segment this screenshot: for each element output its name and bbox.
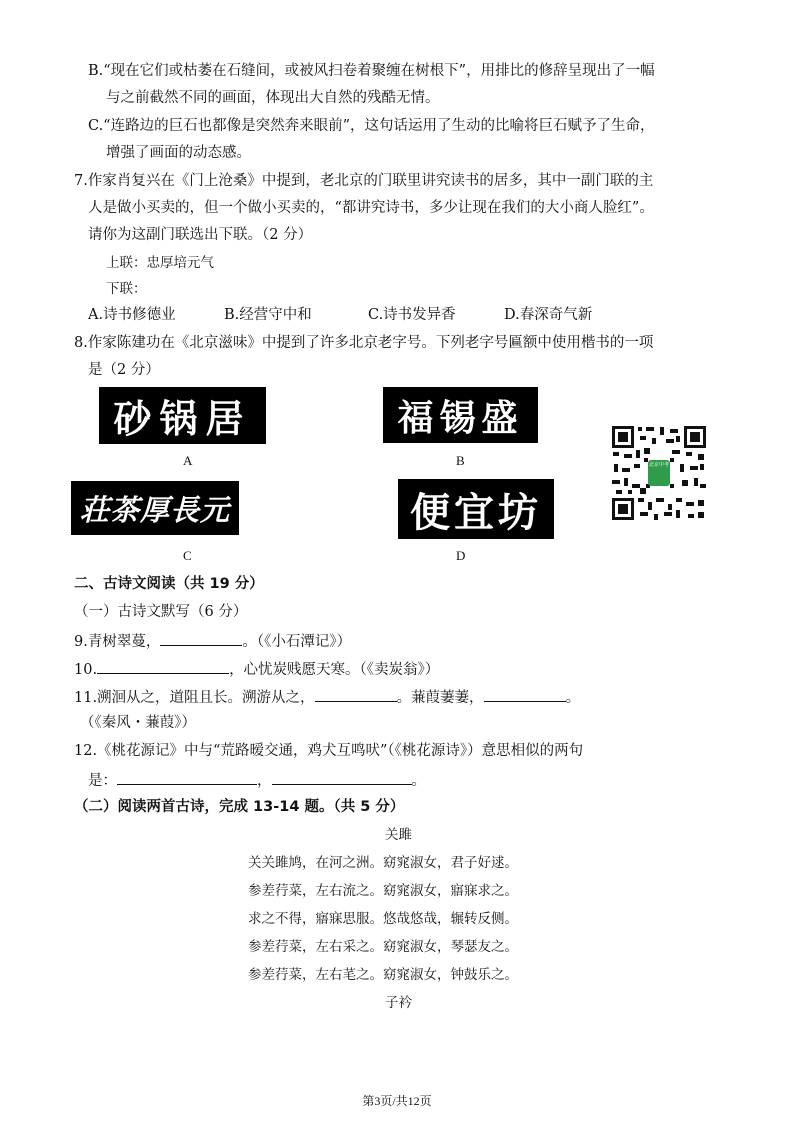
q6-option-b-line1: B.“现在它们或枯萎在石缝间，或被风扫卷着聚缠在树根下”，用排比的修辞呈现出了一幅	[88, 63, 655, 79]
poem1-line5: 参差荇菜，左右芼之。窈窕淑女，钟鼓乐之。	[248, 967, 518, 983]
q12-post: 。	[411, 773, 426, 789]
q12-blank2[interactable]	[272, 769, 412, 785]
q11-mid: 。蒹葭萋萋，	[396, 690, 484, 706]
q11	[74, 686, 580, 708]
plaque-d-label: D	[456, 548, 466, 563]
section2-sub1: （一）古诗文默写（6 分）	[74, 604, 248, 620]
poem1-line3: 求之不得，寤寐思服。悠哉悠哉，辗转反侧。	[248, 911, 518, 927]
q8-stem-line2: 是（2 分）	[88, 362, 160, 378]
plaque-d-image: 便宜坊	[398, 479, 554, 539]
q10-blank[interactable]	[97, 658, 229, 674]
q11-pre: 11.溯洄从之，道阻且长。溯游从之，	[74, 690, 315, 706]
q6-option-c-line1: C.“连路边的巨石也都像是突然奔来眼前”，这句话运用了生动的比喻将巨石赋予了生命，	[88, 118, 655, 134]
q12-blank1[interactable]	[117, 769, 257, 785]
qr-code-image	[610, 424, 708, 522]
q7-option-c: C.诗书发异香	[368, 307, 456, 323]
q12-line1: 12.《桃花源记》中与“荒路暧交通，鸡犬互鸣吠”（《桃花源诗》）意思相似的两句	[74, 743, 584, 759]
q11-post: 。	[565, 690, 581, 706]
q9	[74, 630, 351, 652]
q7-stem-line2: 人是做小买卖的，但一个做小买卖的，“都讲究诗书，多少让现在我们的大小商人脸红”。	[88, 200, 654, 216]
section2-sub2: （二）阅读两首古诗，完成 13-14 题。（共 5 分）	[74, 799, 405, 815]
q12-pre: 是：	[88, 773, 117, 789]
plaque-b-image: 福锡盛	[383, 387, 538, 443]
plaque-b-label: B	[456, 453, 465, 468]
poem1-line4: 参差荇菜，左右采之。窈窕淑女，琴瑟友之。	[248, 939, 518, 955]
q7-option-a: A.诗书修德业	[88, 307, 176, 323]
q9-post: 。（《小石潭记》）	[242, 634, 352, 650]
q9-blank[interactable]	[160, 630, 242, 646]
q8-stem-line1: 8.作家陈建功在《北京滋味》中提到了许多北京老字号。下列老字号匾额中使用楷书的一项	[74, 335, 654, 351]
q7-stem-line3: 请你为这副门联选出下联。（2 分）	[88, 227, 313, 243]
plaque-c-image: 荘茶厚長元	[71, 481, 239, 535]
q7-option-d: D.春深奇气新	[504, 307, 593, 323]
q9-pre: 9.青树翠蔓，	[74, 634, 161, 650]
q11-blank1[interactable]	[315, 686, 397, 702]
qr-badge-label: 北京中考	[648, 462, 669, 468]
q11-blank2[interactable]	[484, 686, 566, 702]
plaque-a-image: 砂锅居	[99, 387, 266, 444]
q6-option-b-line2: 与之前截然不同的画面，体现出大自然的残酷无情。	[106, 90, 440, 106]
q11-source: （《秦风・蒹葭》）	[80, 715, 196, 731]
poem1-title: 关雎	[385, 827, 412, 843]
q7-stem-line1: 7.作家肖复兴在《门上沧桑》中提到，老北京的门联里讲究读书的居多，其中一副门联的主	[74, 173, 654, 189]
poem1-line2: 参差荇菜，左右流之。窈窕淑女，寤寐求之。	[248, 883, 518, 899]
q7-upper-couplet: 上联：忠厚培元气	[106, 255, 214, 271]
q6-option-c-line2: 增强了画面的动态感。	[106, 145, 251, 161]
q10-pre: 10.	[74, 662, 98, 678]
q12-line2	[88, 769, 426, 791]
section2-title: 二、古诗文阅读（共 19 分）	[74, 576, 264, 592]
q10	[74, 658, 439, 680]
poem1-line1: 关关雎鸠，在河之洲。窈窕淑女，君子好逑。	[248, 855, 518, 871]
page-footer: 第3页/共12页	[362, 1094, 432, 1108]
poem2-title: 子衿	[385, 995, 412, 1011]
plaque-a-label: A	[183, 453, 193, 468]
q10-post: ，心忧炭贱愿天寒。（《卖炭翁》）	[229, 662, 440, 678]
plaque-c-label: C	[183, 548, 192, 563]
q7-lower-couplet: 下联：	[106, 281, 147, 297]
q12-sep: ，	[257, 773, 272, 789]
q7-option-b: B.经营守中和	[224, 307, 312, 323]
